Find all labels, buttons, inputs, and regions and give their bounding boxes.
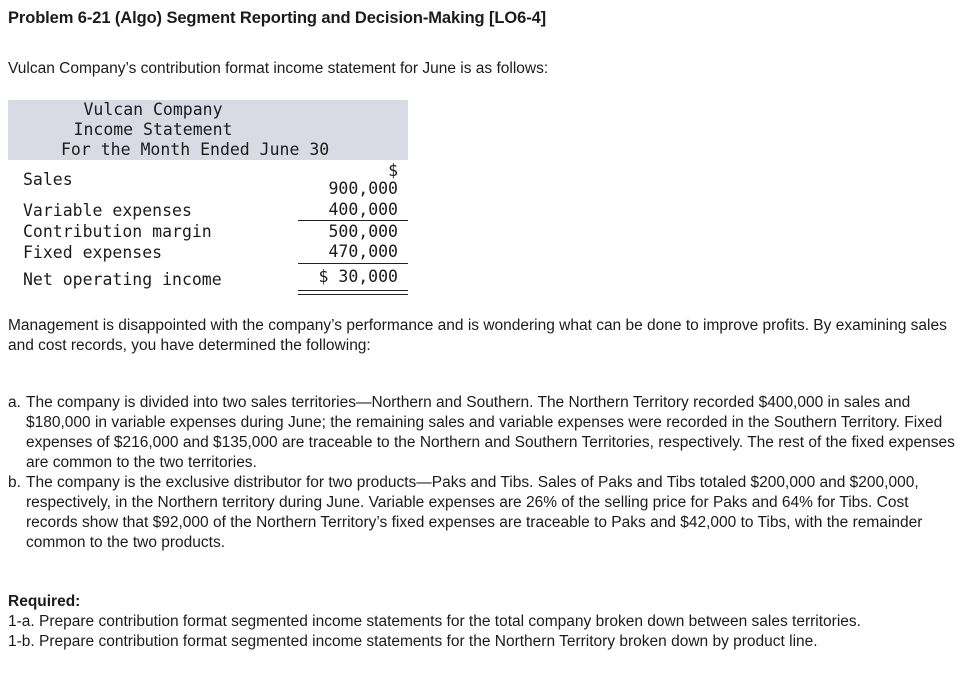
- statement-header: [8, 100, 408, 160]
- list-item: [8, 393, 958, 473]
- row-label-contribution-margin: Contribution margin: [23, 222, 212, 241]
- statement-name: Income Statement: [73, 120, 233, 139]
- row-label-variable-expenses: Variable expenses: [23, 201, 192, 220]
- problem-title: Problem 6-21 (Algo) Segment Reporting and Decision-Making [LO6-4]: [8, 9, 547, 27]
- required-item: 1-a. Prepare contribution format segmented income statements for the total company broken down between sales territories.: [8, 613, 861, 630]
- list-item-text: The company is divided into two sales territories—Northern and Southern. The Northern Territory recorded $400,000 in sales and $180,000 in variable expenses during June; the remaining sales and variable expenses were recorded in the Southern Territory. Fixed expenses of $216,000 and $135,000 are traceable to the Northern and Southern Territories, respectively. The rest of the fixed expenses are common to the two territories.: [26, 394, 955, 471]
- required-section: [8, 592, 968, 652]
- list-item: [8, 473, 958, 553]
- double-rule-top: [298, 290, 408, 291]
- row-label-sales: Sales: [23, 170, 73, 189]
- row-value-fixed-expenses: 470,000: [328, 242, 398, 261]
- list-marker: b.: [8, 474, 21, 491]
- intro-text: Vulcan Company’s contribution format income statement for June is as follows:: [8, 60, 549, 77]
- row-value-contribution-margin: 500,000: [328, 222, 398, 241]
- subtotal-rule: [298, 263, 408, 264]
- required-heading: Required:: [8, 593, 81, 610]
- list-item-text: The company is the exclusive distributor for two products—Paks and Tibs. Sales of Paks and Tibs totaled $200,000 and $200,000, respectively, in the Northern territory during June. Variable expenses are 26% of the selling price for Paks and 64% for Tibs. Cost records show that $92,000 of the Northern Territory’s fixed expenses are traceable to Paks and $42,000 to Tibs, with the remainder common to the two products.: [26, 474, 923, 551]
- statement-period: For the Month Ended June 30: [61, 140, 330, 159]
- row-value-sales: 900,000: [328, 179, 398, 198]
- double-rule-bottom: [298, 294, 408, 295]
- row-value-variable-expenses: 400,000: [328, 200, 398, 219]
- management-text: Management is disappointed with the company’s performance and is wondering what can be done to improve profits. By examining sales and cost records, you have determined the following:: [8, 317, 947, 354]
- statement-company: Vulcan Company: [83, 100, 223, 119]
- required-item: 1-b. Prepare contribution format segmented income statements for the Northern Territory broken down by product line.: [8, 633, 818, 650]
- facts-list: [8, 393, 958, 553]
- list-marker: a.: [8, 394, 21, 411]
- subtotal-rule: [298, 220, 408, 221]
- row-label-fixed-expenses: Fixed expenses: [23, 243, 163, 262]
- sales-currency-symbol: $: [388, 161, 398, 180]
- row-value-net-operating-income: $ 30,000: [318, 267, 398, 286]
- row-label-net-operating-income: Net operating income: [23, 270, 222, 289]
